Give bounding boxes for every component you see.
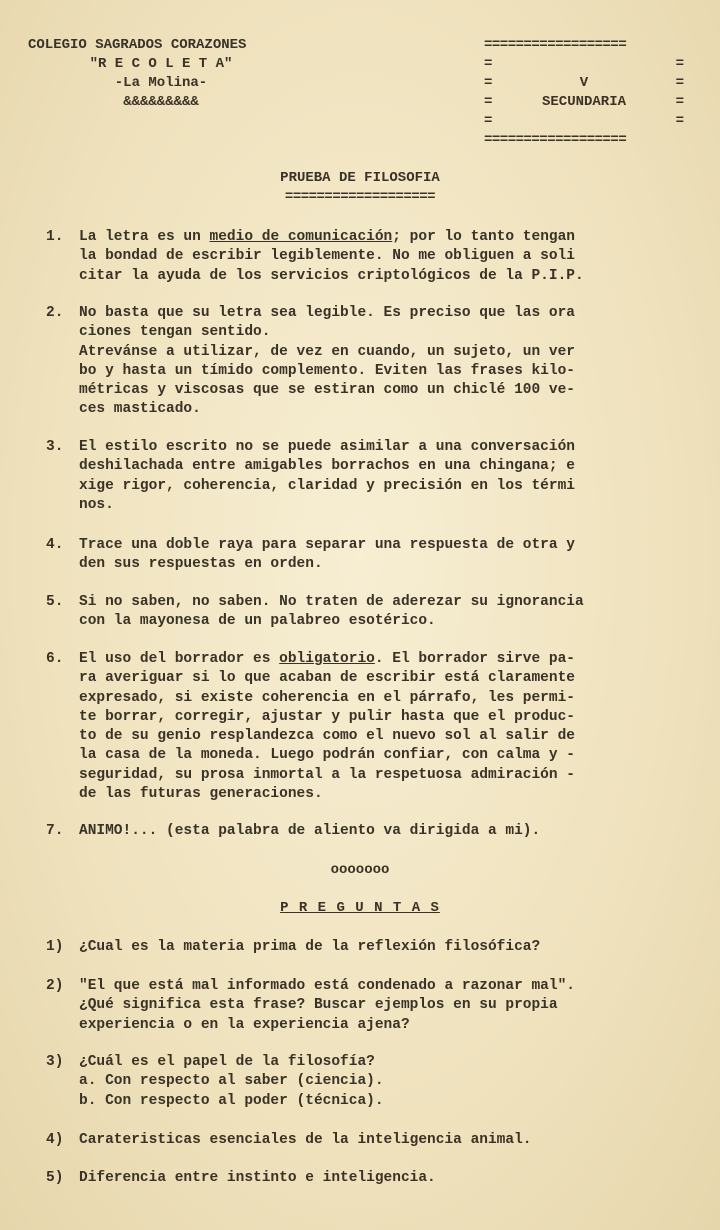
- underlined-phrase: obligatorio: [279, 651, 375, 667]
- exam-title: PRUEBA DE FILOSOFIA: [280, 170, 440, 186]
- instruction-item: 1. La letra es un medio de comunicación; por lo tanto tengan la bondad de escribir legiblemente. No me obliguen a soli citar la ayuda de los servicios criptológicos de la P.I.P.: [46, 229, 584, 284]
- underlined-phrase: medio de comunicación: [209, 229, 393, 245]
- section-separator: ooooooo: [330, 862, 390, 878]
- school-district: -La Molina-: [114, 75, 208, 91]
- question-item: 3) ¿Cuál es el papel de la filosofía? a. Con respecto al saber (ciencia). b. Con respecto al poder (técnica).: [46, 1054, 384, 1109]
- grade-box: ================== = = = V = = SECUNDARIA = = = ==================: [484, 37, 684, 148]
- instruction-item: 3. El estilo escrito no se puede asimilar a una conversación deshilachada entre amigables borrachos en una chingana; e xige rigor, coherencia, claridad y precisión en los térmi nos.: [46, 439, 575, 513]
- grade-box-bottom-border: ==================: [484, 132, 627, 148]
- instruction-item: 2. No basta que su letra sea legible. Es preciso que las ora ciones tengan sentido. Atrevánse a utilizar, de vez en cuando, un sujeto, un ver bo y hasta un tímido complemento. Eviten las frases kilo- métricas y viscosas que se estiran como un chiclé 100 ve- ces masticado.: [46, 305, 575, 418]
- school-header: [28, 36, 294, 112]
- question-item: 5) Diferencia entre instinto e inteligencia.: [46, 1170, 436, 1186]
- instruction-item: 6. El uso del borrador es obligatorio. El borrador sirve pa- ra averiguar si lo que acaban de escribir está claramente expresado, si existe coherencia en el párrafo, les permi- te borrar, corregir, ajustar y pulir hasta que el produc- to de su genio resplandezca como el nuevo sol al salir de la casa de la moneda. Luego podrán confiar, con calma y - seguridad, su prosa inmortal a la respetuosa admiración - de las futuras generaciones.: [46, 651, 575, 803]
- grade-level: SECUNDARIA: [541, 94, 626, 110]
- grade-box-top-border: ==================: [484, 37, 627, 53]
- instruction-item: 5. Si no saben, no saben. No traten de aderezar su ignorancia con la mayonesa de un palabreo esotérico.: [46, 594, 584, 630]
- school-name: COLEGIO SAGRADOS CORAZONES: [28, 37, 247, 53]
- school-ornament: &&&&&&&&&: [123, 94, 199, 110]
- exam-title-underline: ===================: [284, 189, 436, 205]
- grade-number: V: [579, 75, 589, 91]
- question-item: 1) ¿Cual es la materia prima de la reflexión filosófica?: [46, 939, 541, 955]
- questions-title: P R E G U N T A S: [280, 900, 440, 916]
- question-item: 4) Carateristicas esenciales de la inteligencia animal.: [46, 1132, 532, 1148]
- instruction-item: 7. ANIMO!... (esta palabra de aliento va dirigida a mi).: [46, 823, 541, 839]
- question-item: 2) "El que está mal informado está condenado a razonar mal". ¿Qué significa esta frase? Buscar ejemplos en su propia experiencia o en la experiencia ajena?: [46, 978, 575, 1033]
- school-subtitle: "R E C O L E T A": [89, 56, 233, 72]
- instruction-item: 4. Trace una doble raya para separar una respuesta de otra y den sus respuestas en orden.: [46, 537, 575, 573]
